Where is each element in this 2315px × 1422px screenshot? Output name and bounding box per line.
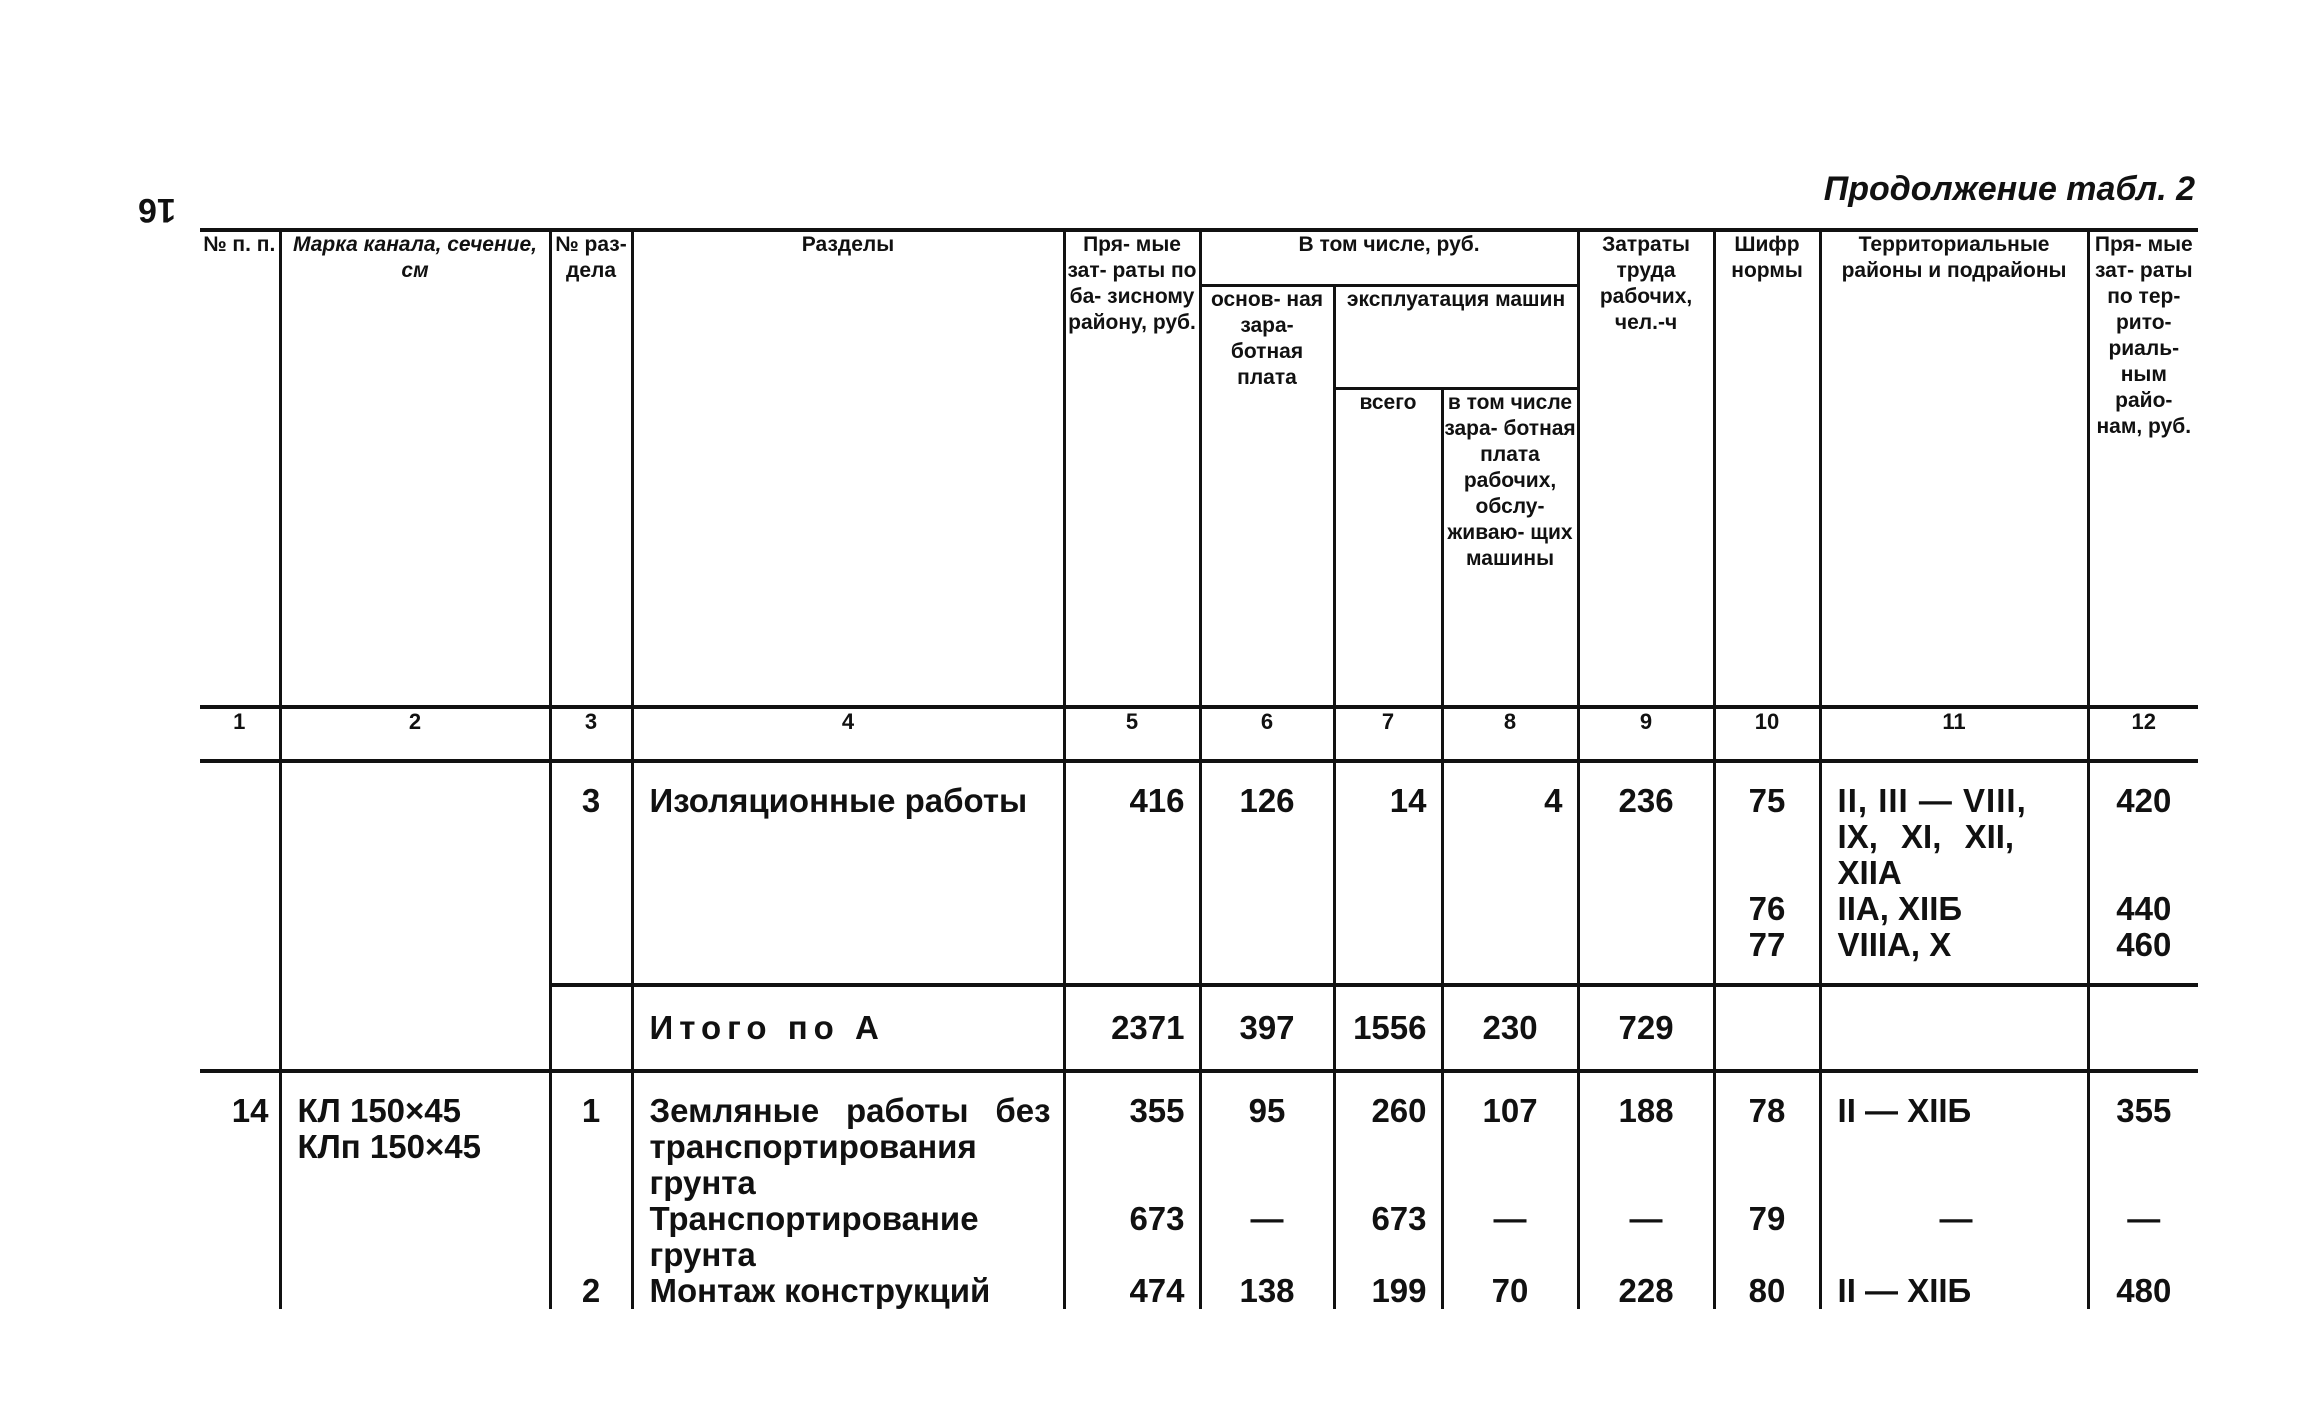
norm-code-cell <box>1714 1071 1820 1309</box>
table-continuation-title: Продолжение табл. 2 <box>1823 170 2195 208</box>
page-number: 16 <box>138 191 176 229</box>
direct-cost: 355 <box>1129 1091 1185 1129</box>
regions-cell <box>1820 1071 2088 1309</box>
region-cost: — <box>2127 1199 2161 1237</box>
section-number <box>552 1201 631 1237</box>
machines-total-cell: 14 <box>1334 761 1442 985</box>
region-cost: 440 <box>2116 889 2172 927</box>
machines-wage-cell <box>1442 1071 1578 1309</box>
header-machine-operation-group: эксплуатация машин <box>1334 286 1578 389</box>
machines-total: 260 <box>1371 1091 1427 1129</box>
total-machines-wage: 230 <box>1442 985 1578 1071</box>
machines-wage: — <box>1493 1199 1527 1237</box>
header-item-number: № п. п. <box>200 230 280 707</box>
labor-cost: 188 <box>1618 1091 1674 1129</box>
total-labor-cost: 729 <box>1578 985 1714 1071</box>
table-row <box>200 1071 2198 1309</box>
total-region-cost-cell <box>2088 985 2198 1071</box>
header-machines-operator-wage: в том числе зара- ботная плата рабочих, обслу- живаю- щих машины <box>1442 389 1578 707</box>
norm-code <box>1716 855 1819 891</box>
item-number-cell <box>200 761 280 1071</box>
section-number: 2 <box>581 1271 601 1309</box>
norm-code: 79 <box>1748 1199 1786 1237</box>
column-number: 7 <box>1334 707 1442 761</box>
region-line: II, III — VIII, <box>1837 781 2027 819</box>
base-wage: — <box>1250 1199 1284 1237</box>
region-cost: 420 <box>2116 781 2172 819</box>
header-channel-mark: Марка канала, сечение, см <box>280 230 550 707</box>
header-sections: Разделы <box>632 230 1064 707</box>
column-number: 8 <box>1442 707 1578 761</box>
machines-total: 673 <box>1371 1199 1427 1237</box>
header-section-number: № раз- дела <box>550 230 632 707</box>
channel-mark-cell <box>280 761 550 1071</box>
column-number: 6 <box>1200 707 1334 761</box>
norm-code: 78 <box>1748 1091 1786 1129</box>
column-number: 10 <box>1714 707 1820 761</box>
base-wage: 95 <box>1248 1091 1286 1129</box>
channel-mark-line: КЛ 150×45 <box>297 1091 462 1129</box>
total-norm-code-cell <box>1714 985 1820 1071</box>
section-name: Земляные работы без транспортирования грунта <box>649 1091 1051 1201</box>
region-cost <box>2090 819 2199 855</box>
total-direct-cost: 2371 <box>1064 985 1200 1071</box>
section-number-cell <box>550 1071 632 1309</box>
total-base-wage: 397 <box>1200 985 1334 1071</box>
header-territorial-regions: Территориальные районы и подрайоны <box>1820 230 2088 707</box>
header-base-wage: основ- ная зара- ботная плата <box>1200 286 1334 707</box>
norm-code-cell <box>1714 761 1820 985</box>
channel-mark-cell <box>280 1071 550 1309</box>
region-line: VIIIA, X <box>1837 925 1952 963</box>
machines-wage: 107 <box>1482 1091 1538 1129</box>
region-cost: 460 <box>2116 925 2172 963</box>
norm-code: 75 <box>1748 781 1786 819</box>
estimate-table <box>200 228 2198 1309</box>
header-labor-costs: Затраты труда рабочих, чел.-ч <box>1578 230 1714 707</box>
direct-cost-cell: 416 <box>1064 761 1200 985</box>
region-line: XIIA <box>1837 853 1902 891</box>
region-cost: 355 <box>2116 1091 2172 1129</box>
region-line: IX, XI, XII, <box>1837 817 2015 855</box>
total-machines-total: 1556 <box>1334 985 1442 1071</box>
region-line: IIA, XIIБ <box>1837 889 1963 927</box>
header-direct-costs-base: Пря- мые зат- раты по ба- зисному району, руб. <box>1064 230 1200 707</box>
labor-cost: — <box>1629 1199 1663 1237</box>
section-name-cell <box>632 1071 1064 1309</box>
column-number: 5 <box>1064 707 1200 761</box>
section-name: Транспортирование грунта <box>649 1199 979 1273</box>
base-wage-cell <box>1200 1071 1334 1309</box>
norm-code: 80 <box>1748 1271 1786 1309</box>
labor-cost: 228 <box>1618 1271 1674 1309</box>
norm-code: 76 <box>1748 889 1786 927</box>
header-norm-code: Шифр нормы <box>1714 230 1820 707</box>
column-number: 12 <box>2088 707 2198 761</box>
section-name: Монтаж конструкций <box>649 1271 991 1309</box>
estimate-table-container <box>200 228 2198 1309</box>
column-number: 2 <box>280 707 550 761</box>
total-regions-cell <box>1820 985 2088 1071</box>
total-section-number-cell <box>550 985 632 1071</box>
header-machines-total: всего <box>1334 389 1442 707</box>
section-number-cell: 3 <box>550 761 632 985</box>
channel-mark-line: КЛп 150×45 <box>297 1127 481 1165</box>
base-wage: 138 <box>1239 1271 1295 1309</box>
machines-wage-cell: 4 <box>1442 761 1578 985</box>
region-cost-cell <box>2088 761 2198 985</box>
item-number-cell: 14 <box>200 1071 280 1309</box>
column-number-row <box>200 707 2198 761</box>
base-wage-cell: 126 <box>1200 761 1334 985</box>
labor-cost-cell <box>1578 1071 1714 1309</box>
section-number: 1 <box>581 1091 601 1129</box>
machines-wage: 70 <box>1491 1271 1529 1309</box>
region-line: II — XIIБ <box>1837 1091 1972 1129</box>
region-line: II — XIIБ <box>1837 1271 1972 1309</box>
column-number: 11 <box>1820 707 2088 761</box>
labor-cost-cell: 236 <box>1578 761 1714 985</box>
region-cost <box>2090 855 2199 891</box>
header-direct-costs-regions: Пря- мые зат- раты по тер- рито- риаль- ным райо- нам, руб. <box>2088 230 2198 707</box>
column-number: 9 <box>1578 707 1714 761</box>
regions-cell <box>1820 761 2088 985</box>
region-line: — <box>1939 1199 1973 1237</box>
header-row-1 <box>200 230 2198 286</box>
table-row <box>200 761 2198 985</box>
machines-total-cell <box>1334 1071 1442 1309</box>
column-number: 4 <box>632 707 1064 761</box>
section-name-cell: Изоляционные работы <box>632 761 1064 985</box>
direct-cost-cell <box>1064 1071 1200 1309</box>
region-cost: 480 <box>2116 1271 2172 1309</box>
region-cost-cell <box>2088 1071 2198 1309</box>
machines-total: 199 <box>1371 1271 1427 1309</box>
column-number: 1 <box>200 707 280 761</box>
header-including-group: В том числе, руб. <box>1200 230 1578 286</box>
norm-code <box>1716 819 1819 855</box>
norm-code: 77 <box>1748 925 1786 963</box>
total-label: Итого по А <box>632 985 1064 1071</box>
direct-cost: 474 <box>1129 1271 1185 1309</box>
direct-cost: 673 <box>1129 1199 1185 1237</box>
column-number: 3 <box>550 707 632 761</box>
